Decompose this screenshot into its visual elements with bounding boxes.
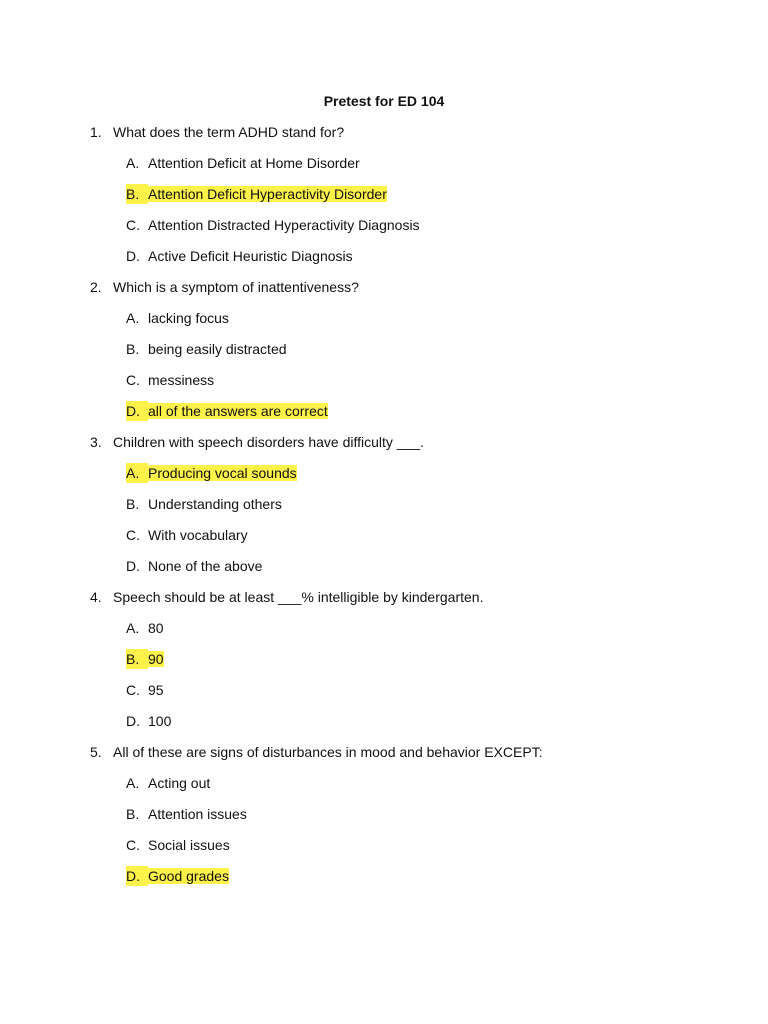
option-letter: A. <box>126 310 140 326</box>
option-text: Producing vocal sounds <box>148 465 297 481</box>
question-2 <box>90 277 359 297</box>
question-number: 5. <box>90 744 102 760</box>
option-letter: A. <box>126 463 148 483</box>
option-letter: B. <box>126 806 140 822</box>
option-letter: D. <box>126 866 148 886</box>
option-text: Social issues <box>148 837 230 853</box>
option-text: None of the above <box>148 558 263 574</box>
question-4-option-c <box>126 680 164 700</box>
option-letter: B. <box>126 496 140 512</box>
question-4-option-b <box>126 649 164 669</box>
question-4-option-d <box>126 711 171 731</box>
option-text: being easily distracted <box>148 341 287 357</box>
question-4-option-a <box>126 618 164 638</box>
option-text: Attention Deficit at Home Disorder <box>148 155 360 171</box>
question-3-option-d <box>126 556 262 576</box>
question-2-option-b <box>126 339 287 359</box>
question-3-option-b <box>126 494 282 514</box>
option-text: Attention Distracted Hyperactivity Diagnosis <box>148 217 420 233</box>
option-text: all of the answers are correct <box>148 403 328 419</box>
question-3 <box>90 432 424 452</box>
option-text: messiness <box>148 372 215 388</box>
option-letter: B. <box>126 341 140 357</box>
question-1-option-b <box>126 184 387 204</box>
option-letter: C. <box>126 527 140 543</box>
question-number: 2. <box>90 279 102 295</box>
option-letter: C. <box>126 837 140 853</box>
option-text: 95 <box>148 682 164 698</box>
question-5 <box>90 742 543 762</box>
option-letter: D. <box>126 558 140 574</box>
question-5-option-d <box>126 866 229 886</box>
question-1-option-d <box>126 246 353 266</box>
question-text: What does the term ADHD stand for? <box>113 124 345 140</box>
option-text: Active Deficit Heuristic Diagnosis <box>148 248 353 264</box>
option-letter: D. <box>126 401 148 421</box>
option-letter: B. <box>126 184 148 204</box>
question-number: 3. <box>90 434 102 450</box>
option-text: 100 <box>148 713 172 729</box>
question-1-option-a <box>126 153 360 173</box>
question-number: 1. <box>90 124 102 140</box>
option-letter: D. <box>126 248 140 264</box>
option-letter: D. <box>126 713 140 729</box>
question-5-option-c <box>126 835 230 855</box>
option-text: Attention Deficit Hyperactivity Disorder <box>148 186 387 202</box>
question-2-option-d <box>126 401 328 421</box>
question-1 <box>90 122 344 142</box>
option-text: Good grades <box>148 868 229 884</box>
question-2-option-a <box>126 308 229 328</box>
option-text: Attention issues <box>148 806 247 822</box>
question-3-option-c <box>126 525 248 545</box>
option-text: Understanding others <box>148 496 282 512</box>
question-3-option-a <box>126 463 297 483</box>
question-text: All of these are signs of disturbances in mood and behavior EXCEPT: <box>113 744 543 760</box>
question-2-option-c <box>126 370 214 390</box>
question-5-option-a <box>126 773 210 793</box>
option-letter: C. <box>126 372 140 388</box>
question-text: Speech should be at least ___% intelligible by kindergarten. <box>113 589 484 605</box>
option-letter: A. <box>126 620 140 636</box>
option-text: With vocabulary <box>148 527 248 543</box>
option-letter: A. <box>126 155 140 171</box>
question-text: Children with speech disorders have difficulty ___. <box>113 434 425 450</box>
option-text: 80 <box>148 620 164 636</box>
question-number: 4. <box>90 589 102 605</box>
page-title: Pretest for ED 104 <box>323 93 445 109</box>
option-text: lacking focus <box>148 310 229 326</box>
option-letter: C. <box>126 682 140 698</box>
option-text: Acting out <box>148 775 211 791</box>
option-letter: C. <box>126 217 140 233</box>
option-text: 90 <box>148 651 164 667</box>
option-letter: B. <box>126 649 148 669</box>
question-text: Which is a symptom of inattentiveness? <box>113 279 359 295</box>
question-4 <box>90 587 483 607</box>
question-5-option-b <box>126 804 247 824</box>
question-1-option-c <box>126 215 420 235</box>
option-letter: A. <box>126 775 140 791</box>
